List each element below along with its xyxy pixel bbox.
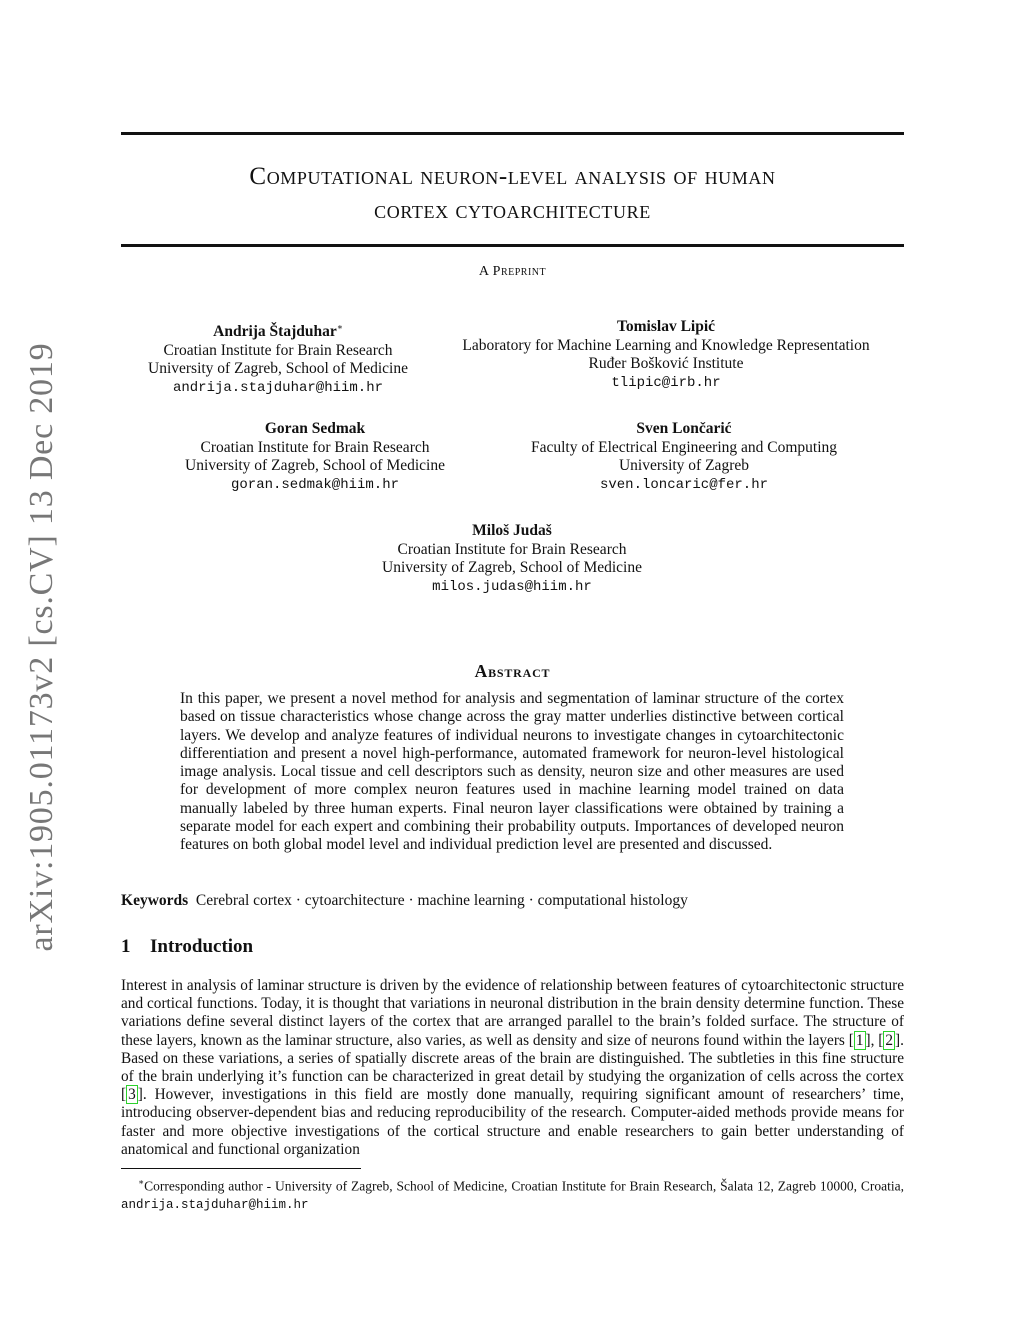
author-affiliation: Laboratory for Machine Learning and Knowledge Representation <box>462 336 870 354</box>
title-bottom-rule <box>121 244 904 247</box>
author-block-sedmak <box>185 420 445 494</box>
paper-title <box>121 160 904 228</box>
abstract-body: In this paper, we present a novel method for analysis and segmentation of laminar structure of the cortex based on tissue characteristics whose change across the gray matter underlies distinctive between cortical layers. We develop and analyze features of individual neurons to investigate changes in cytoarchitectonic differentiation and present a novel high-performance, automated framework for neuron-level histological image analysis. Local tissue and cell descriptors such as density, neuron size and other measures are used for development of more complex neuron features used in machine learning model trained on data manually labeled by three human experts. Final neuron layer classifications were obtained by training a separate model for each expert and combining their probability outputs. Importances of developed neuron features on both global model level and individual prediction level are presented and discussed. <box>180 690 844 853</box>
author-block-judas <box>382 522 642 596</box>
keywords-list: Cerebral cortex · cytoarchitecture · machine learning · computational histology <box>195 892 688 909</box>
author-block-lipic <box>462 318 869 392</box>
author-email[interactable]: sven.loncaric@fer.hr <box>599 476 769 493</box>
author-affiliation: Croatian Institute for Brain Research <box>163 341 393 359</box>
author-name: Miloš Judaš <box>472 522 552 539</box>
citation-link[interactable]: 2 <box>885 1031 894 1049</box>
preprint-label: A Preprint <box>478 264 547 279</box>
author-affiliation: Croatian Institute for Brain Research <box>397 540 627 558</box>
author-email[interactable]: milos.judas@hiim.hr <box>432 578 592 595</box>
section-heading <box>121 936 253 958</box>
author-affiliation: University of Zagreb <box>618 457 749 474</box>
author-block-loncaric <box>531 420 837 494</box>
section-title: Introduction <box>150 936 254 957</box>
title-line-2: cortex cytoarchitecture <box>374 197 651 224</box>
author-affiliation: University of Zagreb, School of Medicine <box>382 559 642 576</box>
author-affiliation: University of Zagreb, School of Medicine <box>148 360 408 378</box>
keywords-label: Keywords <box>121 892 189 909</box>
section-number: 1 <box>121 936 131 957</box>
title-top-rule <box>121 132 904 135</box>
author-name: Andrija Štajduhar∗ <box>213 322 343 341</box>
author-affiliation: University of Zagreb, School of Medicine <box>185 457 445 474</box>
author-email[interactable]: tlipic@irb.hr <box>611 374 721 391</box>
footnote-marker: ∗ <box>138 1177 145 1187</box>
corresponding-marker: ∗ <box>336 322 343 332</box>
author-name: Sven Lončarić <box>636 420 732 437</box>
footnote <box>121 1174 904 1215</box>
footnote-rule <box>121 1168 361 1169</box>
author-email[interactable]: goran.sedmak@hiim.hr <box>230 476 400 493</box>
title-line-1: Computational neuron-level analysis of human <box>249 163 776 190</box>
keywords-line <box>121 891 904 910</box>
abstract-heading: Abstract <box>474 661 551 681</box>
author-affiliation: Ruđer Bošković Institute <box>588 355 744 372</box>
footnote-email[interactable]: andrija.stajduhar@hiim.hr <box>121 1198 309 1212</box>
author-name: Goran Sedmak <box>264 420 366 437</box>
author-email[interactable]: andrija.stajduhar@hiim.hr <box>172 379 384 396</box>
citation-link[interactable]: 3 <box>128 1086 136 1104</box>
author-affiliation: Croatian Institute for Brain Research <box>200 438 430 456</box>
citation-link[interactable]: 1 <box>855 1031 864 1049</box>
introduction-paragraph: Interest in analysis of laminar structure is driven by the evidence of relationship between features of cytoarchitectonic structure and cortical functions. Today, it is thought that variations in neuronal distribution in the brain density determine function. These variations define several distinct layers of the cortex that are arranged parallel to the brain’s folded surface. The structure of these layers, known as the laminar structure, also varies, as well as density and size of neurons found within the layers [ 1 ], [ 2 ]. Based on these variations, a series of spatially discrete areas of the brain are distinguished. The subtleties in this fine structure of the brain underlying it’s function can be characterized in great detail by studying the organization of cells across the cortex [ 3 ]. However, investigations in this field are mostly done manually, requiring significant amount of researchers’ time, introducing observer-dependent bias and reducing reproducibility of the research. Computer-aided methods provide means for faster and more objective investigations of the cortical structure and enable researchers to gain better understanding of anatomical and functional organization <box>121 977 904 1158</box>
author-block-stajduhar <box>148 318 408 397</box>
author-affiliation: Faculty of Electrical Engineering and Computing <box>530 438 838 456</box>
author-name: Tomislav Lipić <box>616 318 716 335</box>
footnote-text: Corresponding author - University of Zagreb, School of Medicine, Croatian Institute for Brain Research, Šalata 12, Zagreb 10000, Croatia, <box>144 1178 904 1194</box>
arxiv-side-label: arXiv:1905.01173v2 [cs.CV] 13 Dec 2019 <box>23 342 60 952</box>
